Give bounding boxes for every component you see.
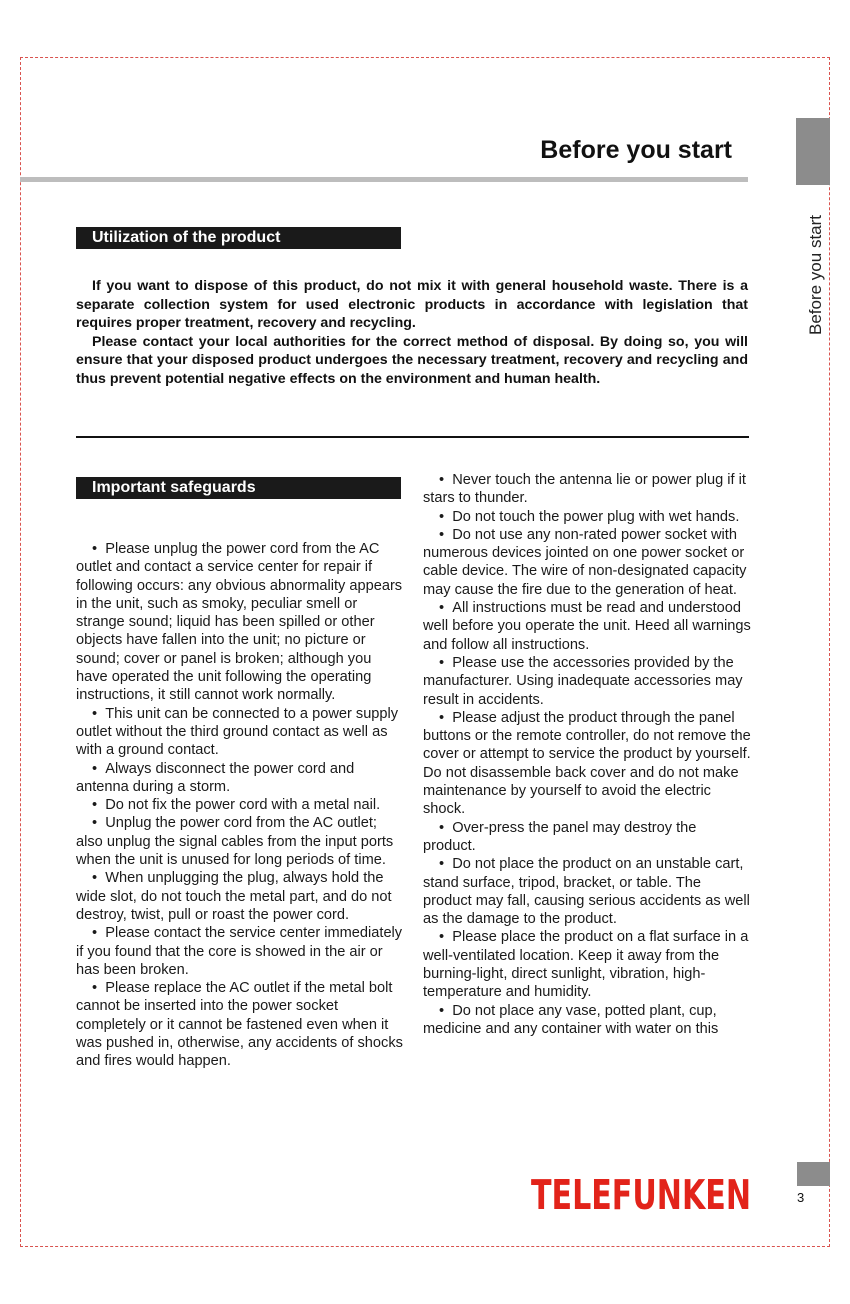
section-heading-utilization: Utilization of the product <box>76 227 401 249</box>
safeguard-item: • Please place the product on a flat surface in a well-ventilated location. Keep it away from the burning-light, direct sunlight, vibration, high-temperature and humidity. <box>423 928 753 1001</box>
safeguard-item: • When unplugging the plug, always hold the wide slot, do not touch the metal part, and do not destroy, twist, pull or roast the power cord. <box>76 869 404 924</box>
safeguard-item: • Please use the accessories provided by the manufacturer. Using inadequate accessories may result in accidents. <box>423 654 753 709</box>
safeguard-item: • Do not place the product on an unstable cart, stand surface, tripod, bracket, or table. The product may fall, causing serious accidents as well as the damage to the product. <box>423 855 753 928</box>
page-number: 3 <box>797 1190 805 1205</box>
safeguard-item: • Unplug the power cord from the AC outlet; also unplug the signal cables from the input ports when the unit is unused for long periods of time. <box>76 814 404 869</box>
telefunken-logo <box>530 1170 752 1218</box>
section-divider <box>76 436 749 438</box>
safeguard-item: • Do not use any non-rated power socket with numerous devices jointed on one power socket or cable device. The wire of non-designated capacity may cause the fire due to the generation of heat. <box>423 526 753 599</box>
safeguard-item: • Over-press the panel may destroy the product. <box>423 819 753 856</box>
page-title: Before you start <box>540 136 732 164</box>
safeguard-item: • Please adjust the product through the panel buttons or the remote controller, do not remove the cover or attempt to service the product by yourself. Do not disassemble back cover and do not make maintenance by yourself to avoid the electric shock. <box>423 709 753 819</box>
page-tab <box>797 1162 830 1186</box>
safeguard-item: • Please contact the service center immediately if you found that the core is showed in the air or has been broken. <box>76 924 404 979</box>
safeguards-right-column <box>423 471 753 1038</box>
safeguard-item: • This unit can be connected to a power supply outlet without the third ground contact as well as with a ground contact. <box>76 705 404 760</box>
side-tab <box>796 118 830 185</box>
disposal-paragraph: If you want to dispose of this product, do not mix it with general household waste. There is a separate collection system for used electronic products in accordance with legislation that requires proper treatment, recovery and recycling. <box>76 278 748 332</box>
safeguard-item: • Please unplug the power cord from the AC outlet and contact a service center for repair if following occurs: any obvious abnormality appears in the unit, such as smoky, peculiar smell or strange sound; liquid has been spilled or other objects have fallen into the unit; no picture or sound; cover or panel is broken; although you have operated the unit following the operating instructions, it still cannot work normally. <box>76 540 404 705</box>
safeguard-item: • Please replace the AC outlet if the metal bolt cannot be inserted into the power socket completely or it cannot be fastened even when it was pushed in, otherwise, any accidents of shocks and fires would happen. <box>76 979 404 1070</box>
section-heading-safeguards: Important safeguards <box>76 477 401 499</box>
side-label-box <box>806 200 826 340</box>
disposal-text <box>76 277 748 389</box>
title-rule <box>20 177 748 182</box>
safeguard-item: • Do not fix the power cord with a metal nail. <box>76 796 404 814</box>
safeguard-item: • Do not touch the power plug with wet hands. <box>423 508 753 526</box>
safeguard-item: • All instructions must be read and understood well before you operate the unit. Heed all warnings and follow all instructions. <box>423 599 753 654</box>
safeguard-item: • Do not place any vase, potted plant, cup, medicine and any container with water on this <box>423 1002 753 1039</box>
side-label: Before you start <box>806 214 825 335</box>
safeguard-item: • Always disconnect the power cord and antenna during a storm. <box>76 760 404 797</box>
safeguards-left-column <box>76 540 404 1071</box>
disposal-paragraph: Please contact your local authorities for the correct method of disposal. By doing so, you will ensure that your disposed product undergoes the necessary treatment, recovery and recycling and thus prevent potential negative effects on the environment and human health. <box>76 333 748 387</box>
brand-wordmark: TELEFUNKEN <box>531 1171 751 1218</box>
safeguard-item: • Never touch the antenna lie or power plug if it stars to thunder. <box>423 471 753 508</box>
